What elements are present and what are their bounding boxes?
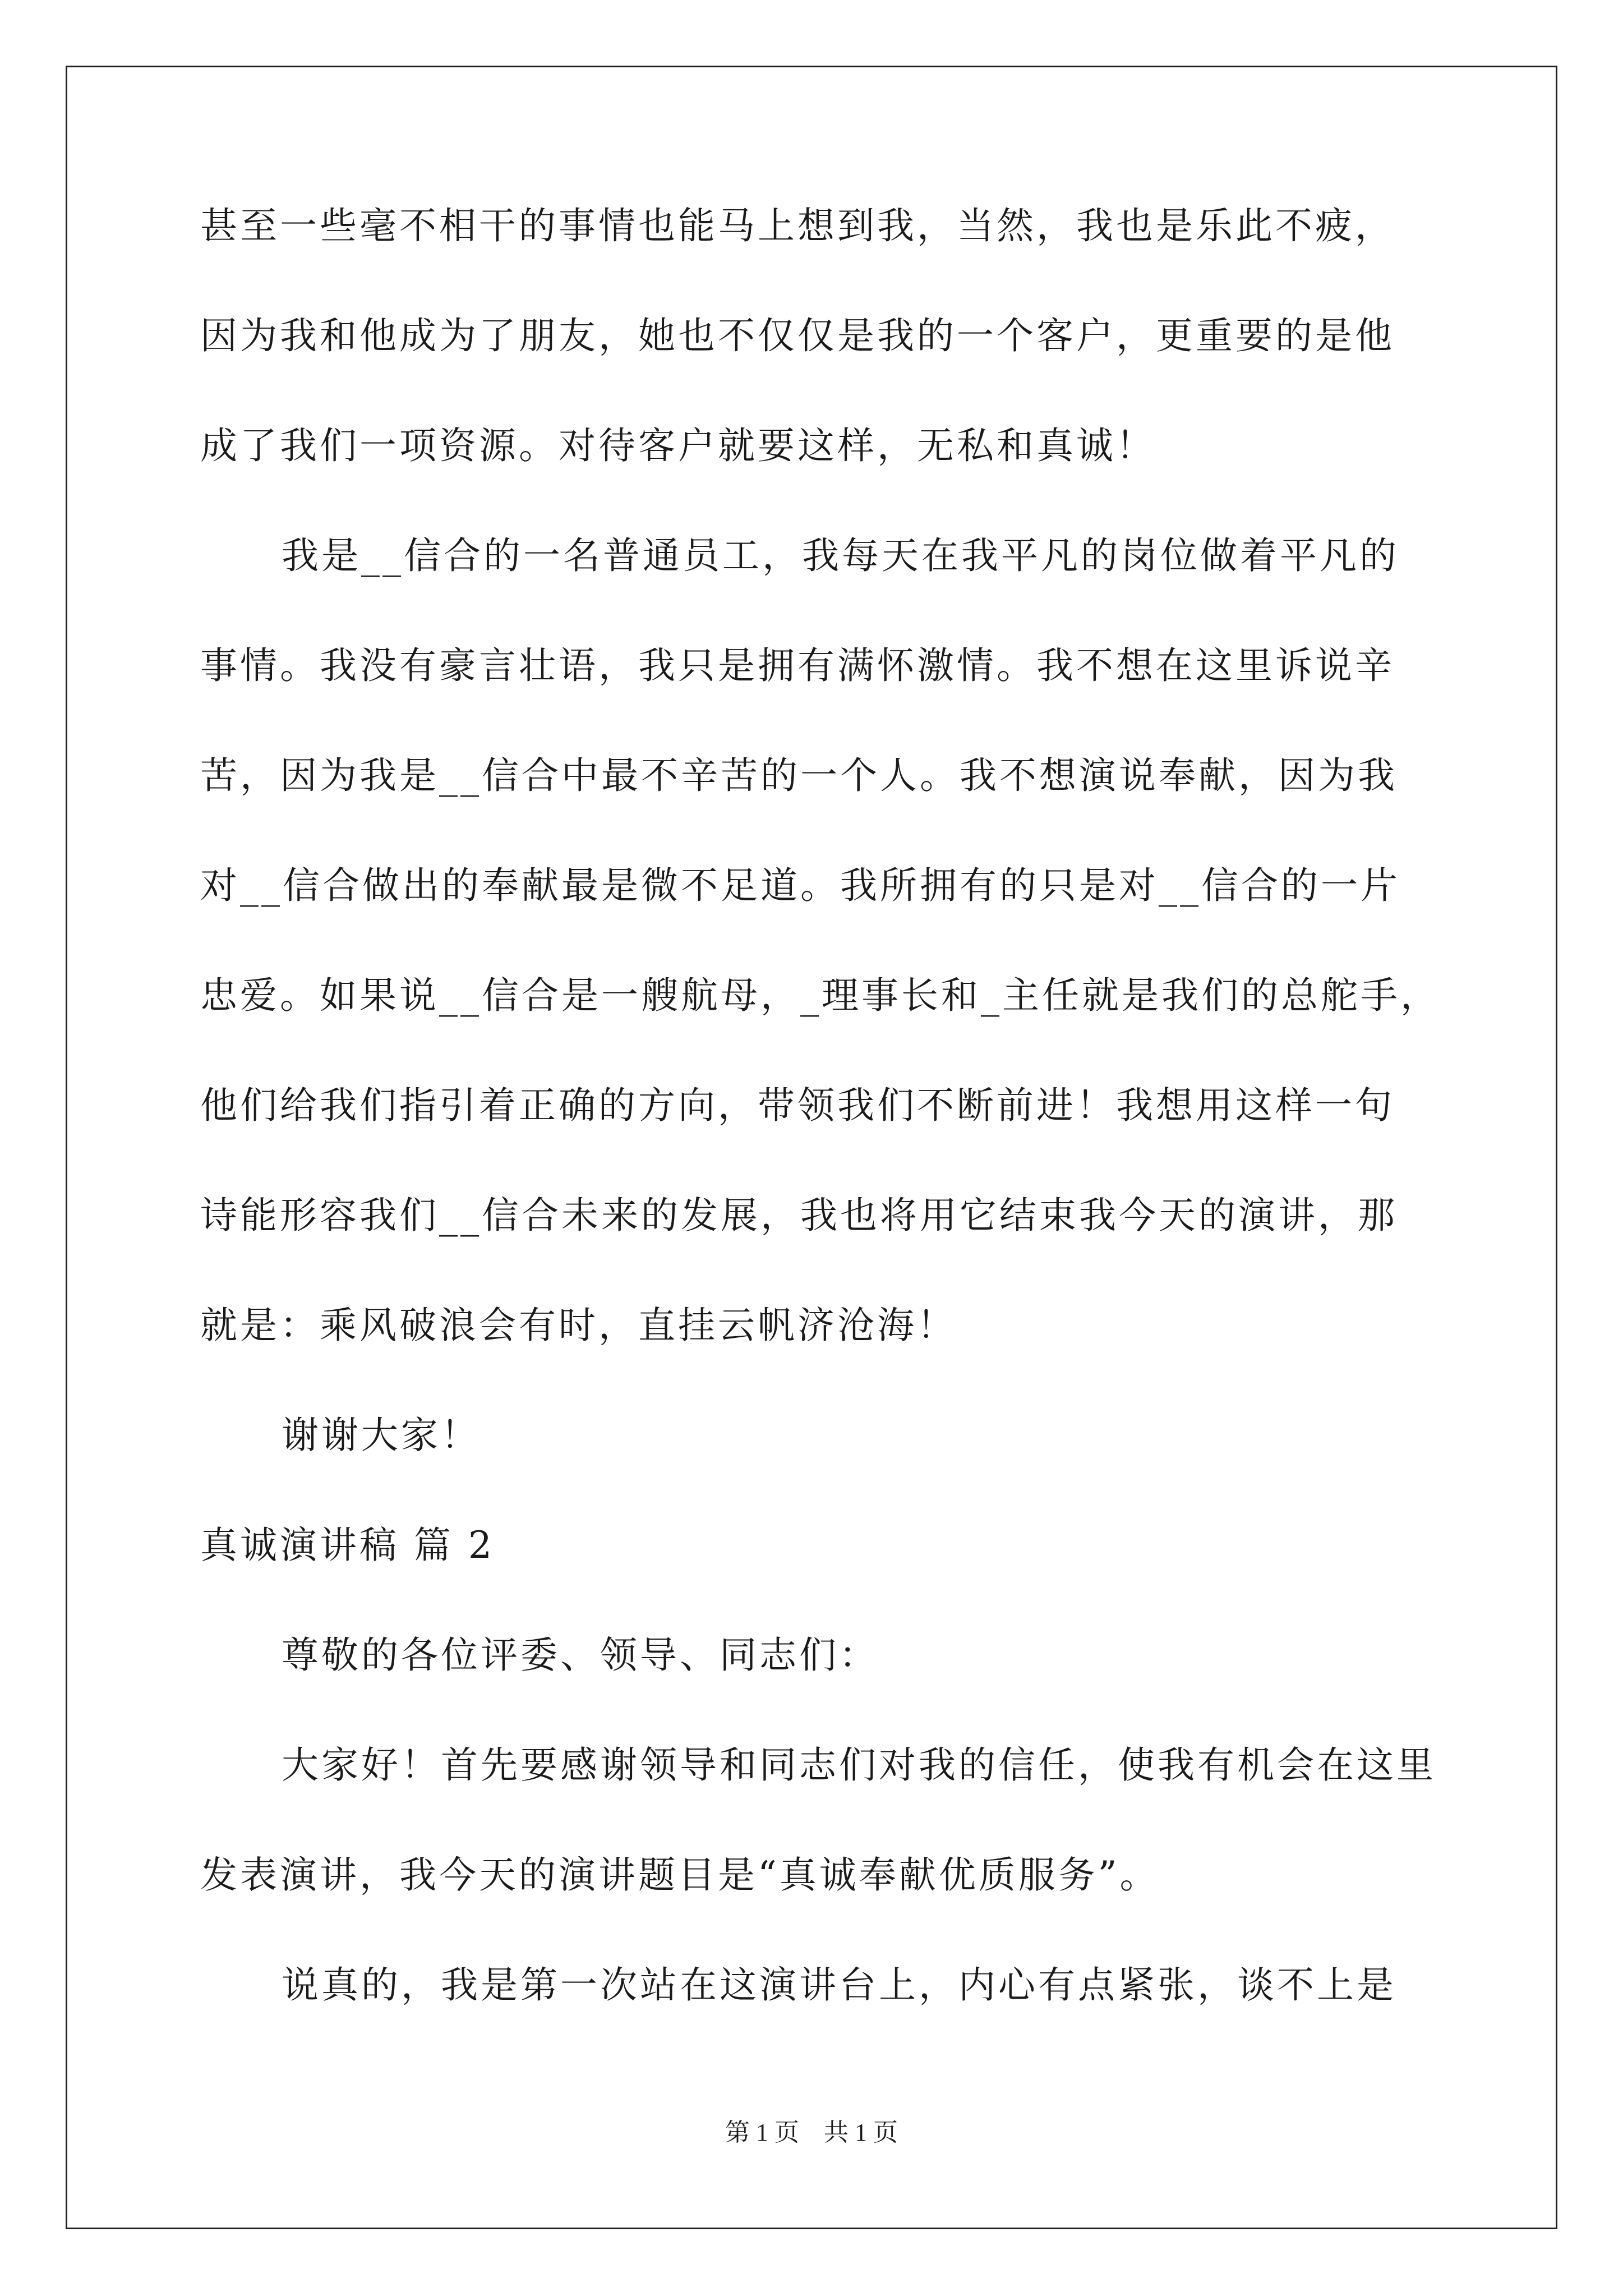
text-line: 忠爱。如果说__信合是一艘航母，_理事长和_主任就是我们的总舵手， — [200, 974, 1440, 1017]
text-line: 苦，因为我是__信合中最不辛苦的一个人。我不想演说奉献，因为我 — [200, 754, 1398, 797]
text-line: 他们给我们指引着正确的方向，带领我们不断前进！我想用这样一句 — [200, 1084, 1395, 1127]
text-line: 事情。我没有豪言壮语，我只是拥有满怀激情。我不想在这里诉说辛 — [200, 644, 1395, 687]
section-heading: 真诚演讲稿 篇 2 — [200, 1524, 495, 1567]
text-line: 我是__信合的一名普通员工，我每天在我平凡的岗位做着平凡的 — [282, 534, 1399, 577]
text-line: 因为我和他成为了朋友，她也不仅仅是我的一个客户，更重要的是他 — [200, 314, 1395, 357]
text-line: 大家好！首先要感谢领导和同志们对我的信任，使我有机会在这里 — [282, 1743, 1436, 1787]
text-line: 发表演讲，我今天的演讲题目是“真诚奉献优质服务”。 — [200, 1853, 1160, 1897]
text-line: 成了我们一项资源。对待客户就要这样，无私和真诚！ — [200, 424, 1156, 467]
text-line: 谢谢大家！ — [282, 1414, 481, 1457]
page-footer: 第 1 页 共 1 页 — [725, 2119, 898, 2146]
text-line: 甚至一些毫不相干的事情也能马上想到我，当然，我也是乐此不疲， — [200, 204, 1395, 247]
text-line: 诗能形容我们__信合未来的发展，我也将用它结束我今天的演讲，那 — [200, 1194, 1398, 1237]
text-line: 尊敬的各位评委、领导、同志们： — [282, 1634, 879, 1677]
document-body — [200, 198, 1440, 2067]
text-line: 就是：乘风破浪会有时，直挂云帆济沧海！ — [200, 1304, 957, 1347]
text-line: 说真的，我是第一次站在这演讲台上，内心有点紧张，谈不上是 — [282, 1963, 1396, 2007]
text-line: 对__信合做出的奉献最是微不足道。我所拥有的只是对__信合的一片 — [200, 864, 1400, 907]
